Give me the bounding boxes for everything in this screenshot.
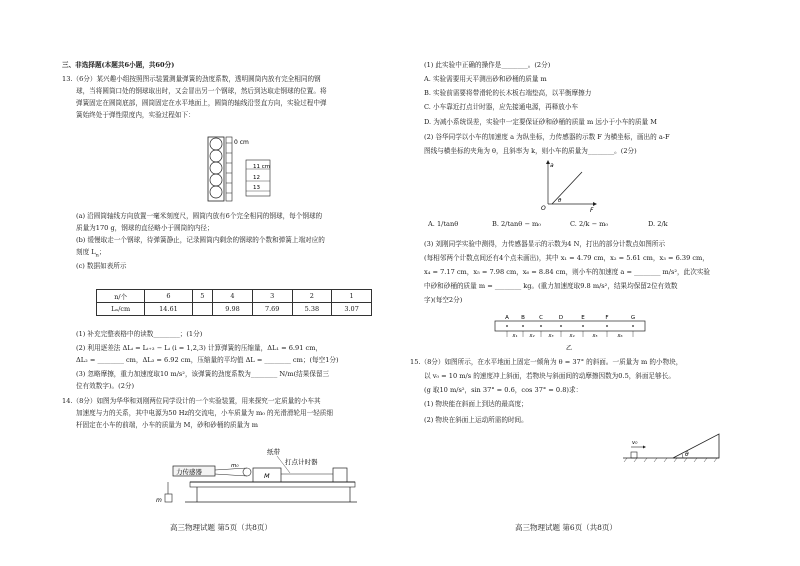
graph-angle: θ (558, 198, 562, 204)
q14-cont-line: 图线与横坐标的夹角为 θ，且斜率为 k，则小车的质量为________。(2分) (424, 147, 637, 155)
page-footer: 高三物理试题 第6页（共8页） (515, 523, 617, 532)
tape-point-b: B (521, 315, 525, 321)
tape-segment-x3: x₃ (548, 333, 554, 339)
q14-cont-line: 字)(每空2分) (424, 296, 463, 304)
tape-segment-x5: x₅ (592, 333, 598, 339)
q15-line: (g 取10 m/s²，sin 37° = 0.6，cos 37° = 0.8)求： (424, 386, 583, 394)
q14-cont-line: x₄ = 7.17 cm，x₅ = 7.98 cm，x₆ = 8.84 cm，则小车的加速度 a = ________ m/s²，此次实验 (424, 268, 711, 276)
q13-step: (a) 沿圆筒轴线方向放置一毫米刻度尺，圆筒内放有6个完全相同的钢球，每个钢球的 (76, 212, 323, 220)
paper-tape-figure (493, 313, 649, 353)
right-page (400, 0, 800, 566)
q14-apparatus-figure (156, 436, 360, 508)
timer-label: 打点计时器 (285, 458, 318, 466)
graph-axis-f: F (590, 207, 594, 214)
zoom-label-13: 13 (253, 185, 260, 191)
incline-angle-label: θ (685, 451, 689, 458)
q14-line: 14.（8分）如图为华华和刘刚两位同学设计的一个实验装置，用来探究一定质量的小车其 (62, 397, 321, 405)
graph-axis-a: a (550, 162, 554, 169)
table-cell: 1 (332, 290, 372, 303)
q13-question: (3) 忽略摩擦，重力加速度取10 m/s²，该弹簧的劲度系数为________ N/m(结果保留三 (76, 370, 330, 378)
table-cell: 3 (252, 290, 292, 303)
q14-option: A. 实验需要用天平测出砂和砂桶的质量 m (424, 75, 547, 83)
table-cell: 2 (292, 290, 332, 303)
section-title: 三、非选择题(本题共6小题，共60分) (62, 61, 175, 69)
q14-option: C. 小车靠近打点计时器，应先接通电源，再释放小车 (424, 103, 579, 111)
zoom-label-12: 12 (253, 175, 260, 181)
zoom-label-11: 11 cm (253, 164, 271, 170)
table-cell: 6 (145, 290, 192, 303)
tape-point-c: C (539, 315, 543, 321)
table-header-row (97, 290, 372, 303)
q14-cont-line: (每相邻两个计数点间还有4个点未画出)，其中 x₁ = 4.79 cm，x₂ = 5.61 cm，x₃ = 6.39 cm， (424, 254, 709, 262)
tape-segment-x2: x₂ (529, 333, 535, 339)
tape-point-g: G (630, 315, 636, 321)
q15-line: (1) 物块能在斜面上到达的最高度； (424, 400, 528, 408)
q15-line: 15.（8分）如图所示，在水平地面上固定一倾角为 θ = 37° 的斜面。一质量为 m 的小物块， (410, 358, 683, 366)
q15-incline-figure (623, 428, 723, 464)
table-cell (192, 303, 213, 316)
q13-question: (2) 利用逐差法 ΔLᵢ = Lᵢ₊₃ − Lᵢ (i = 1,2,3) 计算弹簧的压缩量，ΔL₁ = 6.91 cm， (76, 344, 323, 352)
q13-question: ΔL₂ = ________ cm，ΔL₃ = 6.92 cm，压缩量的平均值 ΔL = ________ cm；(每空1分) (76, 356, 339, 364)
q13-line: 弹簧固定在圆筒底部，圆筒固定在水平地面上，圆筒的轴线沿竖直方向，实验过程中弹 (76, 99, 327, 107)
q14-option: B. 实验前需要将带滑轮的长木板右端垫高，以平衡摩擦力 (424, 89, 592, 97)
tape-label: 纸带 (267, 448, 280, 456)
table-cell: 5.38 (292, 303, 332, 316)
q13-line: 簧始终处于弹性限度内，实验过程如下： (76, 111, 195, 119)
answer-option-b: B. 2/tanθ − m₀ (492, 220, 541, 228)
tape-segment-x6: x₆ (617, 333, 623, 339)
q14-cont-line: 中砂和砂桶的质量 m = ________ kg。(重力加速度取9.8 m/s²，结果均保留2位有效数 (424, 282, 678, 290)
q13-step: 质量为170 g，钢球的直径略小于圆筒的内径； (76, 224, 214, 232)
page-footer: 高三物理试题 第5页（共8页） (170, 523, 272, 532)
pulley-mass-label: m₀ (231, 463, 239, 469)
q14-cont-line: (1) 此实验中正确的操作是________。(2分) (424, 61, 551, 69)
tape-caption: 乙 (565, 345, 573, 352)
tape-segment-x1: x₁ (512, 333, 518, 339)
q13-question: 位有效数字)。(2分) (76, 382, 135, 390)
q14-line: 杆固定在小车的前端，小车的质量为 M，砂和砂桶的质量为 m (76, 421, 259, 429)
q13-question: (1) 补充完整表格中的读数________；(1分) (76, 330, 203, 338)
table-cell: 5 (192, 290, 213, 303)
table-cell: 9.98 (213, 303, 253, 316)
table-cell: 14.61 (145, 303, 192, 316)
table-cell: 3.07 (332, 303, 372, 316)
q14-cont-line: (3) 刘刚同学实验中测得，力传感器显示的示数为4 N，打出的部分计数点如图所示 (424, 240, 666, 248)
q13-step: (b) 缓慢取走一个钢球，待弹簧静止，记录圆筒内剩余的钢球的个数和弹簧上端对应的 (76, 236, 325, 244)
tape-point-a: A (505, 315, 509, 321)
initial-velocity-label: v₀ (632, 440, 638, 446)
q13-line: 球，当将圆筒口处的钢球取出时，又会冒出另一个钢球，然后到达取走钢球的位置。将 (76, 87, 327, 95)
tape-point-d: D (558, 315, 564, 321)
q13-data-table (96, 289, 372, 316)
table-row (97, 303, 372, 316)
q15-line: 以 v₀ = 10 m/s 的速度冲上斜面，若物块与斜面间的动摩擦因数为0.5，斜面足够长。 (424, 372, 675, 380)
q13-step: (c) 数据如表所示 (76, 262, 127, 270)
cart-mass-label: M (264, 472, 270, 480)
table-cell: Lₙ/cm (97, 303, 145, 316)
q15-line: (2) 物块在斜面上运动所需的时间。 (424, 416, 528, 424)
tape-point-e: E (581, 315, 585, 321)
answer-option-a: A. 1/tanθ (428, 220, 459, 228)
q14-option: D. 为减小系统误差，实验中一定要保证砂和砂桶的质量 m 远小于小车的质量 M (424, 118, 657, 126)
tape-segment-x4: x₄ (569, 333, 575, 339)
bucket-mass-label: m (156, 497, 162, 504)
answer-option-c: C. 2/k − m₀ (570, 220, 609, 228)
q13-step: 刻度 $L_n$； (76, 248, 106, 259)
q14-cont-line: (2) 谷华同学以小车的加速度 a 为纵坐标，力传感器的示数 F 为横坐标，画出的 a-F (424, 133, 670, 141)
q13-spring-tube-figure (200, 133, 280, 205)
graph-origin: O (541, 205, 546, 212)
table-cell: 7.69 (252, 303, 292, 316)
af-graph (538, 160, 598, 214)
answer-option-d: D. 2/k (648, 220, 668, 228)
q13-line: 13.（6分）某兴趣小组按照图示装置测量弹簧的劲度系数，透明圆筒内放有完全相同的钢 (62, 75, 321, 83)
table-cell: 4 (213, 290, 253, 303)
force-sensor-label: 力传感器 (176, 468, 202, 476)
ruler-label-0: 0 cm (234, 139, 249, 146)
q14-line: 加速度与力的关系，其中电源为50 Hz的交流电，小车质量为 m₀ 的光滑滑轮用一轻质细 (76, 409, 333, 417)
table-cell: n/个 (97, 290, 145, 303)
tape-point-f: F (605, 315, 609, 321)
